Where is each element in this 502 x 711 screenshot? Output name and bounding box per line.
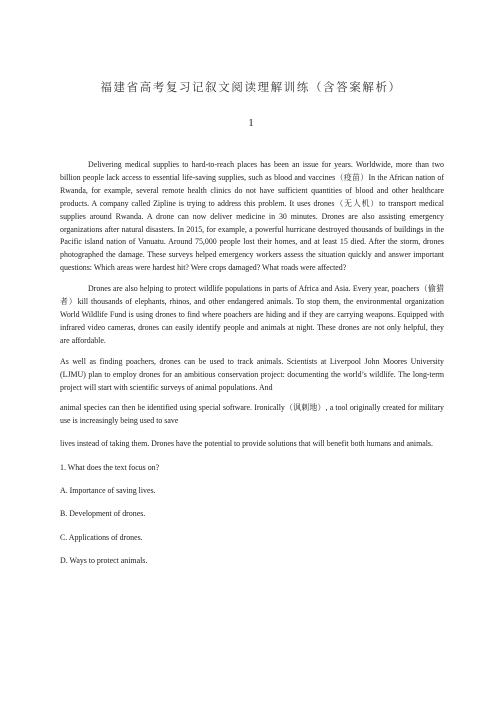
paragraph-5: lives instead of taking them. Drones have the potential to provide solutions that will benefit both humans and animals.	[60, 439, 433, 449]
document-title: 福建省高考复习记叙文阅读理解训练（含答案解析）	[100, 80, 402, 94]
option-d: D. Ways to protect animals.	[60, 556, 148, 566]
question-stem: 1. What does the text focus on?	[60, 462, 160, 472]
paragraph-3: As well as finding poachers, drones can be used to track animals. Scientists at Liverpool John Moores University (LJMU) plan to employ drones for an ambitious conservation project: documenting the world’s wildlife. The long-term project will start with scientific surveys of animal populations. And	[60, 356, 444, 392]
paragraph-2: Drones are also helping to protect wildlife populations in parts of Africa and Asia. Every year, poachers（偷猎者）kill thousands of elephants, rhinos, and other endangered animals. To stop them, the environmental organization World Wildlife Fund is using drones to find where poachers are hiding and if they are carrying weapons. Equipped with infrared video cameras, drones can easily identify people and animals at night. These drones are not only helpful, they are affordable.	[60, 284, 444, 345]
option-a: A. Importance of saving lives.	[60, 486, 156, 496]
passage-body	[60, 159, 444, 568]
option-b: B. Development of drones.	[60, 509, 146, 519]
paragraph-1: Delivering medical supplies to hard-to-reach places has been an issue for years. Worldwide, more than two billion people lack access to essential life-saving supplies, such as blood and vaccines（疫苗）In the African nation of Rwanda, for example, several remote health clinics do not have sufficient quantities of blood and other healthcare products. A company called Zipline is trying to address this problem. It uses drones（无人机）to transport medical supplies around Rwanda. A drone can now deliver medicine in 30 minutes. Drones are also assisting emergency organizations after natural disasters. In 2015, for example, a powerful hurricane destroyed thousands of buildings in the Pacific island nation of Vanuatu. Around 75,000 people lost their homes, and at least 15 died. After the storm, drones photographed the damage. These surveys helped emergency workers assess the situation quickly and answer important questions: Which areas were hardest hit? Were crops damaged? What roads were affected?	[60, 160, 444, 273]
paragraph-4: animal species can then be identified using special software. Ironically（讽刺地）, a tool originally created for military use is increasingly being used to save	[60, 403, 444, 426]
section-number: 1	[248, 117, 254, 129]
option-c: C. Applications of drones.	[60, 532, 143, 542]
